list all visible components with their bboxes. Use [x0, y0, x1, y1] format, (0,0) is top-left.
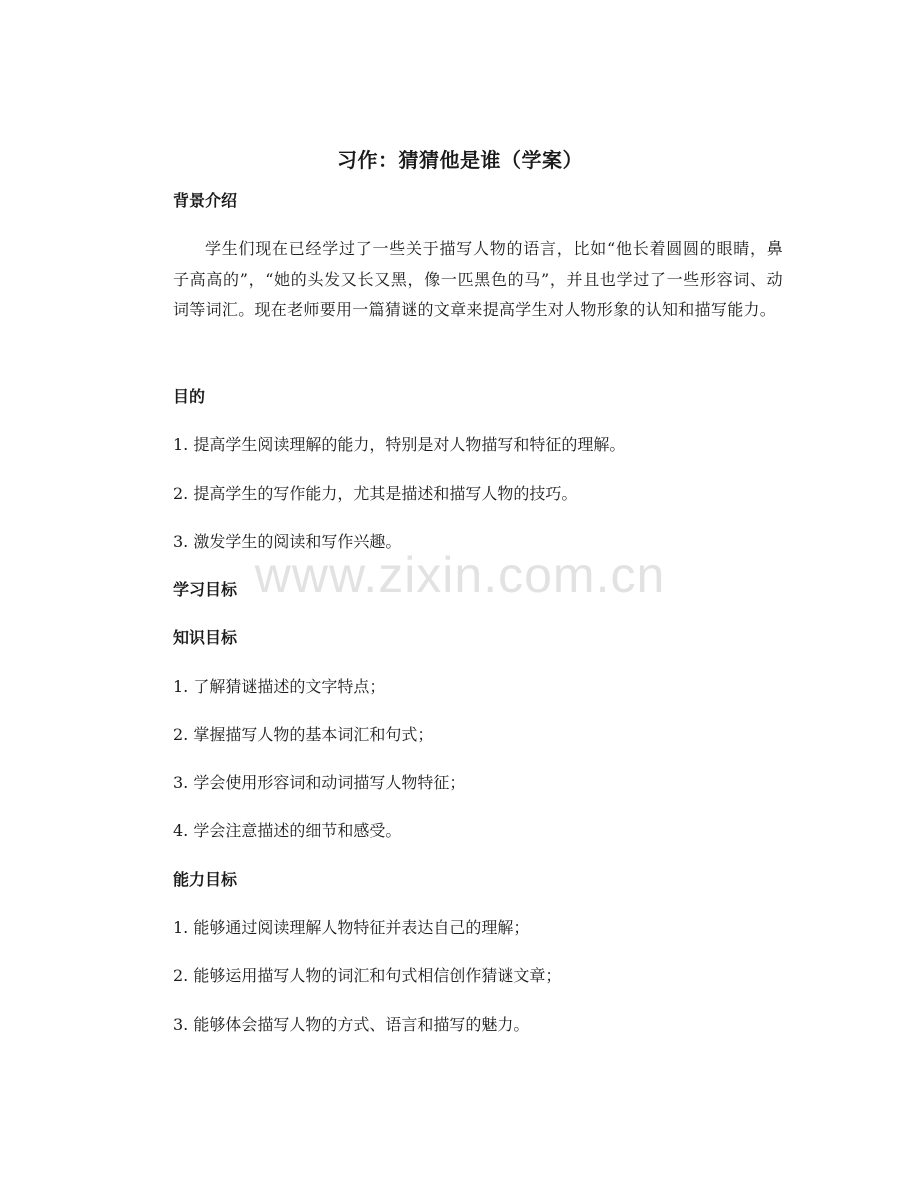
document-title: 习作：猜猜他是谁（学案）: [337, 148, 583, 172]
knowledge-goal-item: 2. 掌握描写人物的基本词汇和句式；: [173, 725, 434, 744]
purpose-item: 3. 激发学生的阅读和写作兴趣。: [173, 532, 402, 551]
section-heading-learning-goals: 学习目标: [173, 580, 238, 599]
ability-goal-item: 2. 能够运用描写人物的词汇和句式相信创作猜谜文章；: [173, 966, 562, 985]
section-heading-background: 背景介绍: [173, 191, 238, 210]
section-heading-purpose: 目的: [173, 387, 206, 406]
section-heading-ability-goals: 能力目标: [173, 870, 238, 889]
watermark: www.zixin.com.cn: [254, 547, 666, 603]
background-paragraph: 学生们现在已经学过了一些关于描写人物的语言，比如“他长着圆圆的眼睛，鼻子高高的”，“她的头发又长又黑，像一匹黑色的马”，并且也学过了一些形容词、动词等词汇。现在老师要用一篇猜谜的文章来提高学生对人物形象的认知和描写能力。: [173, 239, 783, 319]
section-heading-knowledge-goals: 知识目标: [173, 628, 238, 647]
purpose-item: 2. 提高学生的写作能力，尤其是描述和描写人物的技巧。: [173, 484, 578, 503]
ability-goal-item: 3. 能够体会描写人物的方式、语言和描写的魅力。: [173, 1015, 530, 1034]
ability-goal-item: 1. 能够通过阅读理解人物特征并表达自己的理解；: [173, 918, 530, 937]
knowledge-goal-item: 1. 了解猜谜描述的文字特点；: [173, 677, 386, 696]
knowledge-goal-item: 4. 学会注意描述的细节和感受。: [173, 821, 402, 840]
knowledge-goal-item: 3. 学会使用形容词和动词描写人物特征；: [173, 773, 466, 792]
purpose-item: 1. 提高学生阅读理解的能力，特别是对人物描写和特征的理解。: [173, 435, 626, 454]
